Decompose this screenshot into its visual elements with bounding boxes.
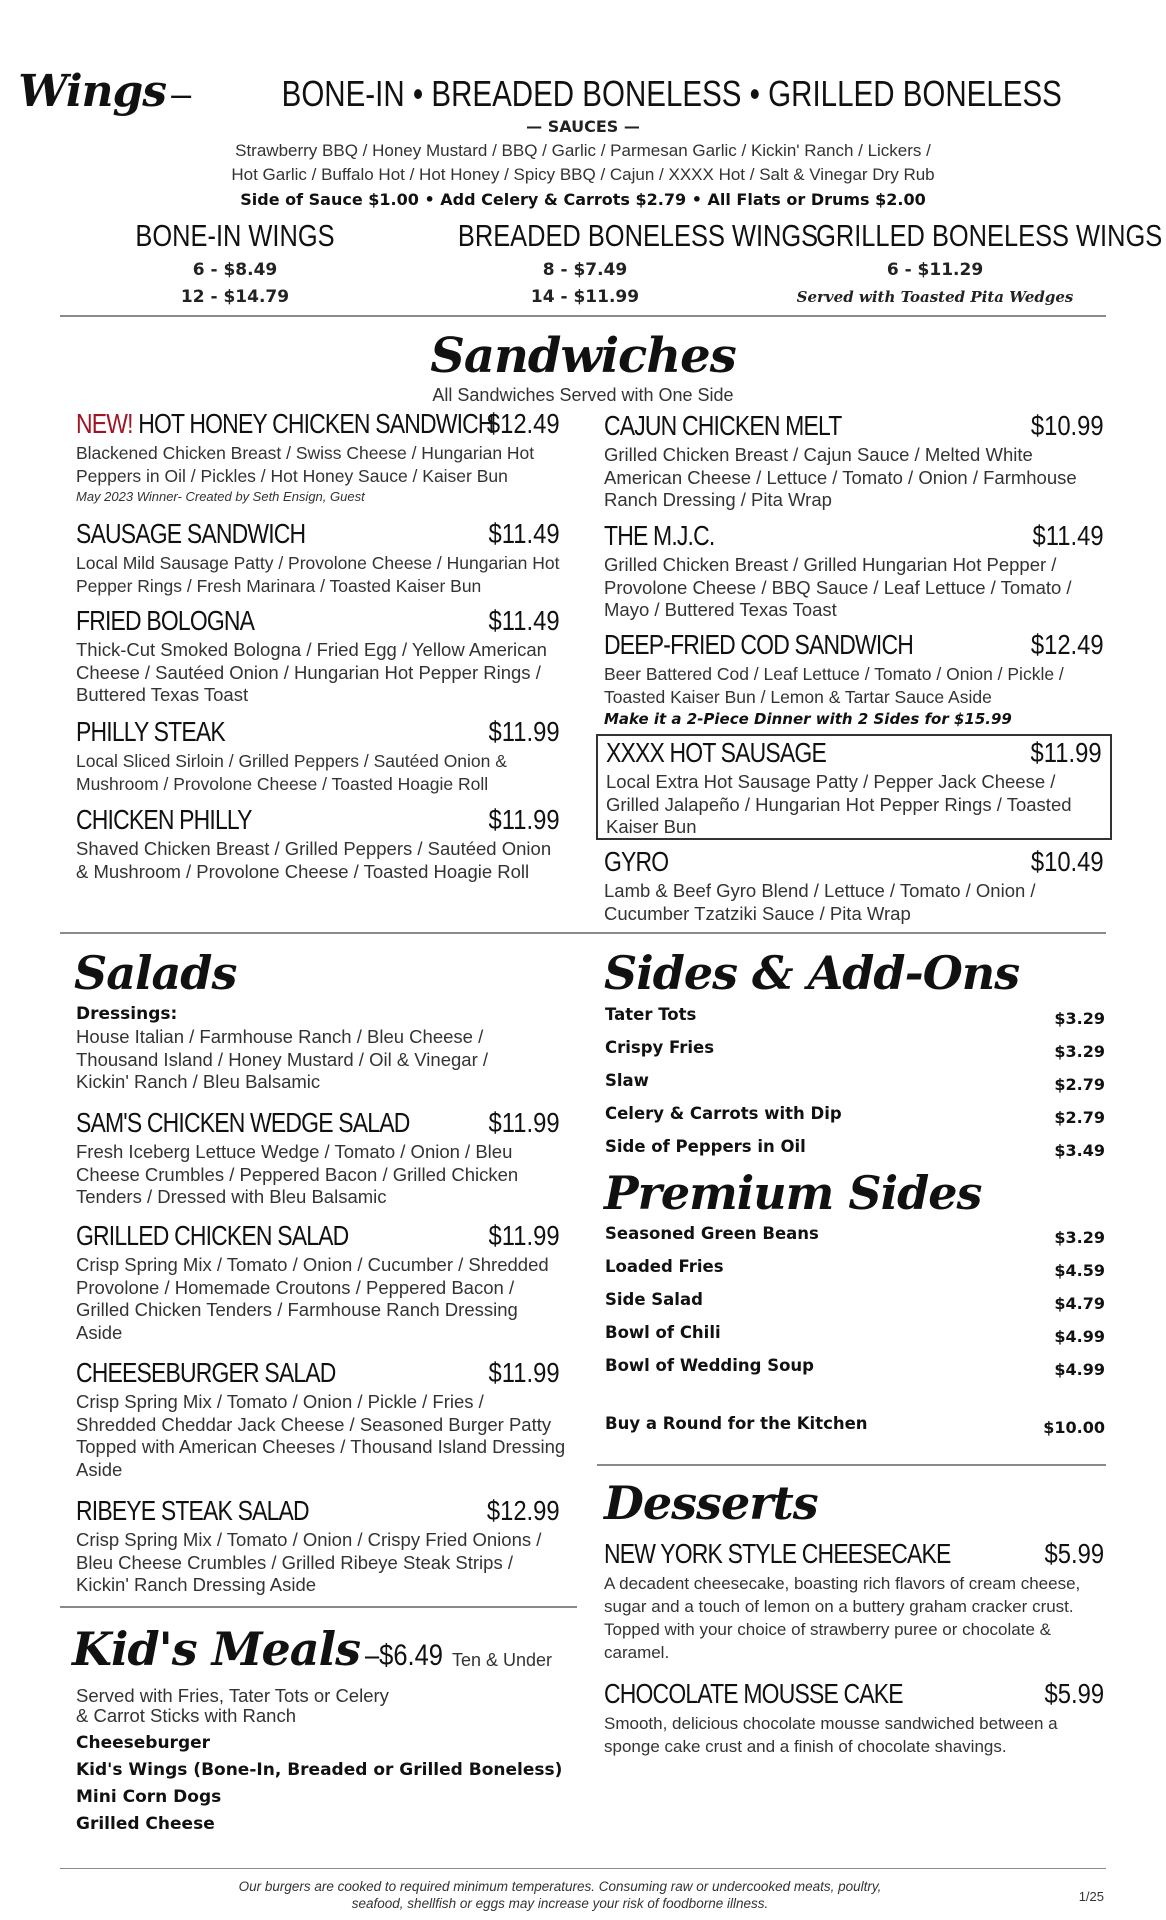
menu-item-chicken-philly <box>76 804 566 883</box>
kitchen-round-item <box>605 1414 1105 1447</box>
side-name: Side of Peppers in Oil <box>605 1137 806 1156</box>
sauce-list-line-1: Strawberry BBQ / Honey Mustard / BBQ / Garlic / Parmesan Garlic / Kickin' Ranch / Lickers / <box>235 141 931 160</box>
disclaimer-line: seafood, shellfish or eggs may increase your risk of foodborne illness. <box>351 1896 769 1911</box>
side-name: Celery & Carrots with Dip <box>605 1104 842 1123</box>
item-upsell: Make it a 2-Piece Dinner with 2 Sides for $15.99 <box>604 710 1012 728</box>
menu-item-the-mjc <box>604 520 1104 622</box>
disclaimer-line: Our burgers are cooked to required minimum temperatures. Consuming raw or undercooked meats, poultry, <box>238 1879 882 1894</box>
sauces-title: — SAUCES — <box>526 117 640 136</box>
wings-header <box>0 66 1166 117</box>
item-price: $10.49 <box>1031 846 1104 877</box>
side-name: Crispy Fries <box>605 1038 715 1057</box>
kids-price: –$6.49 <box>365 1639 444 1672</box>
menu-item-grilled-chicken-salad <box>76 1220 566 1344</box>
menu-item-ribeye-steak-salad <box>76 1495 566 1597</box>
side-price: $3.29 <box>1054 1042 1105 1061</box>
divider <box>60 315 1106 317</box>
side-price: $4.99 <box>1054 1360 1105 1379</box>
item-note: May 2023 Winner- Created by Seth Ensign, Guest <box>76 489 365 504</box>
wing-column-grilled-boneless <box>790 218 1163 308</box>
wing-price: 14 - $11.99 <box>530 287 640 307</box>
wing-price: 8 - $7.49 <box>542 260 628 280</box>
side-price: $3.49 <box>1054 1141 1105 1160</box>
item-name: DEEP-FRIED COD SANDWICH <box>604 629 913 660</box>
dressings-list: House Italian / Farmhouse Ranch / Bleu Cheese / Thousand Island / Honey Mustard / Oil & Vinegar / Kickin' Ranch / Bleu Balsamic <box>76 1026 489 1092</box>
sandwiches-title: Sandwiches <box>430 328 736 384</box>
item-price: $12.49 <box>1031 629 1104 660</box>
side-item <box>605 1104 1105 1137</box>
item-price: $11.99 <box>488 1220 560 1251</box>
menu-item-sausage-sandwich <box>76 518 566 597</box>
item-description: Blackened Chicken Breast / Swiss Cheese / Hungarian Hot Peppers in Oil / Pickles / Hot Honey Sauce / Kaiser Bun <box>76 443 535 486</box>
divider <box>60 1606 577 1608</box>
item-price: $11.49 <box>488 605 560 636</box>
menu-item-chicken-wedge-salad <box>76 1107 566 1209</box>
item-price: $12.49 <box>487 408 560 439</box>
item-description: Grilled Chicken Breast / Cajun Sauce / Melted White American Cheese / Lettuce / Tomato / Onion / Farmhouse Ranch Dressing / Pita Wrap <box>604 444 1077 510</box>
menu-item-cheeseburger-salad <box>76 1357 566 1481</box>
side-price: $3.29 <box>1054 1009 1105 1028</box>
item-description: Thick-Cut Smoked Bologna / Fried Egg / Yellow American Cheese / Sautéed Onion / Hungarian Hot Pepper Rings / Buttered Texas Toast <box>76 639 547 705</box>
page-number: 1/25 <box>1078 1889 1104 1904</box>
kids-items <box>76 1730 576 1838</box>
side-name: Seasoned Green Beans <box>605 1224 819 1243</box>
item-name: GYRO <box>604 846 669 877</box>
wings-dash: – <box>171 73 192 114</box>
menu-item-fried-bologna <box>76 605 566 707</box>
item-description: Crisp Spring Mix / Tomato / Onion / Pickle / Fries / Shredded Cheddar Jack Cheese / Seasoned Burger Patty Topped with American Cheeses / Thousand Island Dressing Aside <box>76 1391 566 1480</box>
premium-side-item <box>605 1257 1105 1290</box>
item-name: SAUSAGE SANDWICH <box>76 518 306 549</box>
item-name: THE M.J.C. <box>604 520 715 551</box>
premium-side-item <box>605 1290 1105 1323</box>
kids-age: Ten & Under <box>452 1650 553 1670</box>
item-name: CHEESEBURGER SALAD <box>76 1357 336 1388</box>
wings-title: Wings <box>18 66 167 117</box>
kids-item: Grilled Cheese <box>76 1814 215 1834</box>
wing-price: 6 - $8.49 <box>192 260 278 280</box>
dressings-label: Dressings: <box>76 1004 178 1024</box>
item-price: $12.99 <box>487 1495 560 1526</box>
wing-note: Served with Toasted Pita Wedges <box>796 288 1074 306</box>
menu-item-cajun-chicken-melt <box>604 410 1104 512</box>
wing-column-name: BREADED BONELESS WINGS <box>457 218 819 253</box>
wing-column-bone-in <box>110 218 360 308</box>
item-name: CHICKEN PHILLY <box>76 804 252 835</box>
side-name: Bowl of Chili <box>605 1323 721 1342</box>
wing-price: 12 - $14.79 <box>180 287 290 307</box>
item-name: CHOCOLATE MOUSSE CAKE <box>604 1678 903 1709</box>
item-description: A decadent cheesecake, boasting rich flavors of cream cheese, sugar and a touch of lemon on a buttery graham cracker crust. Topped with your choice of strawberry puree or chocolate & caramel. <box>604 1574 1081 1662</box>
kids-item: Cheeseburger <box>76 1733 211 1753</box>
item-price: $11.99 <box>1030 737 1102 768</box>
item-description: Smooth, delicious chocolate mousse sandwiched between a sponge cake crust and a finish of chocolate shavings. <box>604 1714 1058 1756</box>
item-price: $11.99 <box>488 1107 560 1138</box>
kids-item: Mini Corn Dogs <box>76 1787 222 1807</box>
item-name: SAM'S CHICKEN WEDGE SALAD <box>76 1107 410 1138</box>
item-price: $11.99 <box>488 716 560 747</box>
item-description: Local Mild Sausage Patty / Provolone Cheese / Hungarian Hot Pepper Rings / Fresh Marinara / Toasted Kaiser Bun <box>76 553 560 596</box>
side-price: $4.79 <box>1054 1294 1105 1313</box>
item-description: Crisp Spring Mix / Tomato / Onion / Cucumber / Shredded Provolone / Homemade Croutons / Peppered Bacon / Grilled Chicken Tenders / Farmhouse Ranch Dressing Aside <box>76 1254 549 1343</box>
food-safety-disclaimer <box>120 1878 1000 1912</box>
wings-types: BONE-IN • BREADED BONELESS • GRILLED BONELESS <box>281 73 1063 114</box>
sauce-extras: Side of Sauce $1.00 • Add Celery & Carrots $2.79 • All Flats or Drums $2.00 <box>240 190 926 209</box>
item-price: $11.99 <box>488 1357 560 1388</box>
item-price: $11.99 <box>488 804 560 835</box>
kids-item: Kid's Wings (Bone-In, Breaded or Grilled Boneless) <box>76 1760 563 1780</box>
item-description: Local Extra Hot Sausage Patty / Pepper Jack Cheese / Grilled Jalapeño / Hungarian Hot Pepper Rings / Toasted Kaiser Bun <box>606 771 1072 837</box>
side-item <box>605 1071 1105 1104</box>
side-name: Slaw <box>605 1071 649 1090</box>
item-price: $10.99 <box>1031 410 1104 441</box>
item-price: $11.49 <box>488 518 560 549</box>
item-description: Grilled Chicken Breast / Grilled Hungarian Hot Pepper / Provolone Cheese / BBQ Sauce / Leaf Lettuce / Tomato / Mayo / Buttered Texas Toast <box>604 554 1072 620</box>
item-name: PHILLY STEAK <box>76 716 225 747</box>
divider <box>60 1868 1106 1869</box>
salads-title: Salads <box>74 946 237 1000</box>
side-price: $2.79 <box>1054 1108 1105 1127</box>
item-price: $11.49 <box>1032 520 1104 551</box>
kids-header <box>72 1622 457 1676</box>
item-name: XXXX HOT SAUSAGE <box>606 737 826 768</box>
item-description: Beer Battered Cod / Leaf Lettuce / Tomato / Onion / Pickle / Toasted Kaiser Bun / Lemon & Tartar Sauce Aside <box>604 664 1064 707</box>
menu-item-chocolate-mousse-cake <box>604 1678 1104 1758</box>
side-name: Side Salad <box>605 1290 703 1309</box>
side-item <box>605 1005 1105 1038</box>
item-description: Fresh Iceberg Lettuce Wedge / Tomato / Onion / Bleu Cheese Crumbles / Peppered Bacon / Grilled Chicken Tenders / Dressed with Bleu Balsamic <box>76 1141 519 1207</box>
wing-column-name: GRILLED BONELESS WINGS <box>816 218 1163 253</box>
menu-item-deep-fried-cod <box>604 629 1104 728</box>
item-name: RIBEYE STEAK SALAD <box>76 1495 309 1526</box>
divider <box>60 932 1106 934</box>
desserts-title: Desserts <box>604 1476 818 1530</box>
side-price: $10.00 <box>1043 1418 1105 1437</box>
sandwiches-subtitle: All Sandwiches Served with One Side <box>432 385 734 405</box>
item-price: $5.99 <box>1044 1538 1104 1569</box>
item-price: $5.99 <box>1044 1678 1104 1709</box>
wing-price: 6 - $11.29 <box>886 260 984 280</box>
item-name: NEW! HOT HONEY CHICKEN SANDWICH <box>76 408 494 439</box>
item-name: GRILLED CHICKEN SALAD <box>76 1220 349 1251</box>
menu-item-philly-steak <box>76 716 566 795</box>
wing-column-name: BONE-IN WINGS <box>135 218 335 253</box>
side-name: Bowl of Wedding Soup <box>605 1356 814 1375</box>
side-name: Loaded Fries <box>605 1257 724 1276</box>
kids-served-with: Served with Fries, Tater Tots or Celery & Carrot Sticks with Ranch <box>76 1685 389 1726</box>
side-name: Buy a Round for the Kitchen <box>605 1414 868 1433</box>
new-badge: NEW! <box>76 408 133 439</box>
side-price: $4.59 <box>1054 1261 1105 1280</box>
side-price: $2.79 <box>1054 1075 1105 1094</box>
item-description: Local Sliced Sirloin / Grilled Peppers / Sautéed Onion & Mushroom / Provolone Cheese / Toasted Hoagie Roll <box>76 751 507 794</box>
item-name: FRIED BOLOGNA <box>76 605 255 636</box>
sides-title: Sides & Add-Ons <box>604 946 1020 1000</box>
premium-side-item <box>605 1224 1105 1257</box>
item-description: Crisp Spring Mix / Tomato / Onion / Crispy Fried Onions / Bleu Cheese Crumbles / Grilled Ribeye Steak Strips / Kickin' Ranch Dressing Aside <box>76 1529 542 1595</box>
premium-side-item <box>605 1356 1105 1389</box>
side-name: Tater Tots <box>605 1005 697 1024</box>
item-name: CAJUN CHICKEN MELT <box>604 410 842 441</box>
divider <box>597 1464 1106 1466</box>
menu-item-xxxx-hot-sausage <box>596 734 1112 840</box>
sauce-list-line-2: Hot Garlic / Buffalo Hot / Hot Honey / Spicy BBQ / Cajun / XXXX Hot / Salt & Vinegar Dry Rub <box>231 165 935 184</box>
wing-column-breaded-boneless <box>430 218 819 308</box>
side-price: $3.29 <box>1054 1228 1105 1247</box>
menu-item-hot-honey-chicken <box>76 408 566 504</box>
item-description: Lamb & Beef Gyro Blend / Lettuce / Tomato / Onion / Cucumber Tzatziki Sauce / Pita Wrap <box>604 880 1036 924</box>
side-item <box>605 1038 1105 1071</box>
side-price: $4.99 <box>1054 1327 1105 1346</box>
menu-item-gyro <box>604 846 1104 925</box>
premium-side-item <box>605 1323 1105 1356</box>
item-name: NEW YORK STYLE CHEESECAKE <box>604 1538 951 1569</box>
menu-item-ny-cheesecake <box>604 1538 1104 1664</box>
premium-sides-title: Premium Sides <box>604 1166 982 1220</box>
kids-title: Kid's Meals <box>72 1622 360 1676</box>
item-description: Shaved Chicken Breast / Grilled Peppers / Sautéed Onion & Mushroom / Provolone Cheese / Toasted Hoagie Roll <box>76 838 552 882</box>
